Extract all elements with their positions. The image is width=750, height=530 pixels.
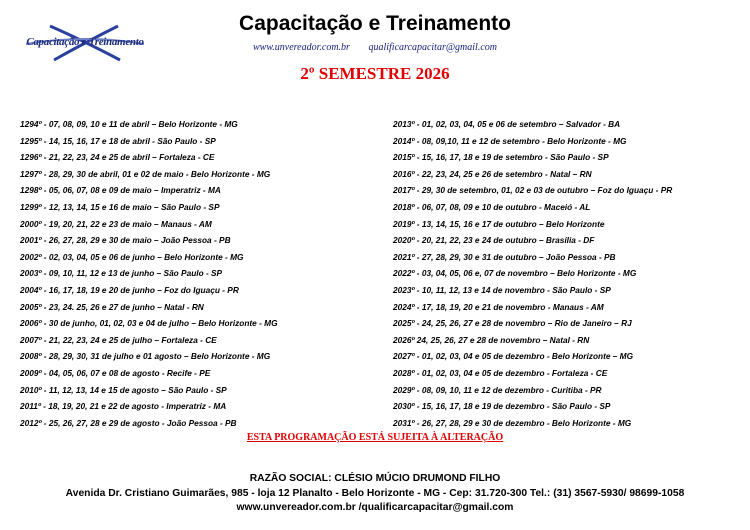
schedule-item: 2005º - 23, 24. 25, 26 e 27 de junho – Natal - RN (20, 301, 204, 312)
schedule-item: 2002º - 02, 03, 04, 05 e 06 de junho – Belo Horizonte - MG (20, 251, 244, 262)
schedule-item: 2001º - 26, 27, 28, 29 e 30 de maio – João Pessoa - PB (20, 235, 231, 246)
schedule-item: 2019º - 13, 14, 15, 16 e 17 de outubro – Belo Horizonte (393, 218, 605, 229)
schedule-item: 2021º - 27, 28, 29, 30 e 31 de outubro – João Pessoa - PB (393, 251, 616, 262)
schedule-item: 2016º - 22, 23, 24, 25 e 26 de setembro - Natal – RN (393, 168, 592, 179)
schedule-item: 2012º - 25, 26, 27, 28 e 29 de agosto - João Pessoa - PB (20, 417, 237, 428)
schedule-item: 2025º - 24, 25, 26, 27 e 28 de novembro – Rio de Janeiro – RJ (393, 318, 632, 329)
schedule-item: 2028º - 01, 02, 03, 04 e 05 de dezembro - Fortaleza - CE (393, 367, 608, 378)
header-email-link[interactable]: qualificarcapacitar@gmail.com (368, 42, 497, 53)
schedule-item: 2030º - 15, 16, 17, 18 e 19 de dezembro - São Paulo - SP (393, 401, 611, 412)
schedule-item: 2011º - 18, 19, 20, 21 e 22 de agosto - Imperatriz - MA (20, 401, 227, 412)
schedule-item: 2014º - 08, 09,10, 11 e 12 de setembro - Belo Horizonte - MG (393, 135, 627, 146)
footer-company-name: RAZÃO SOCIAL: CLÉSIO MÚCIO DRUMOND FILHO (249, 473, 501, 484)
schedule-item: 2031º - 26, 27, 28, 29 e 30 de dezembro - Belo Horizonte - MG (393, 417, 632, 428)
logo-text: Capacitação e Treinamento (26, 36, 144, 48)
schedule-item: 2022º - 03, 04, 05, 06 e, 07 de novembro – Belo Horizonte - MG (393, 268, 637, 279)
schedule-item: 2020º - 20, 21, 22, 23 e 24 de outubro – Brasília - DF (393, 235, 595, 246)
schedule-item: 1295º - 14, 15, 16, 17 e 18 de abril - São Paulo - SP (20, 135, 216, 146)
company-logo (20, 22, 150, 64)
schedule-item: 2007º - 21, 22, 23, 24 e 25 de julho – Fortaleza - CE (20, 334, 217, 345)
header-website-link[interactable]: www.unvereador.com.br (253, 42, 350, 53)
schedule-item: 2018º - 06, 07, 08, 09 e 10 de outubro - Maceió - AL (393, 201, 591, 212)
schedule-item: 2023º - 10, 11, 12, 13 e 14 de novembro - São Paulo - SP (393, 284, 611, 295)
schedule-item: 1297º - 28, 29, 30 de abril, 01 e 02 de maio - Belo Horizonte - MG (20, 168, 271, 179)
schedule-item: 2006º - 30 de junho, 01, 02, 03 e 04 de julho – Belo Horizonte - MG (20, 318, 278, 329)
schedule-item: 2013º - 01, 02, 03, 04, 05 e 06 de setembro – Salvador - BA (393, 119, 621, 129)
schedule-left-column (20, 116, 278, 431)
schedule-item: 2004º - 16, 17, 18, 19 e 20 de junho – Foz do Iguaçu - PR (20, 284, 239, 295)
page-title: Capacitação e Treinamento (239, 12, 511, 35)
schedule-change-notice: ESTA PROGRAMAÇÃO ESTÁ SUJEITA À ALTERAÇÃO (246, 432, 504, 443)
schedule-item: 2029º - 08, 09, 10, 11 e 12 de dezembro - Curitiba - PR (393, 384, 602, 395)
schedule-item: 2024º - 17, 18, 19, 20 e 21 de novembro - Manaus - AM (393, 301, 604, 312)
schedule-item: 1296º - 21, 22, 23, 24 e 25 de abril – Fortaleza - CE (20, 152, 215, 163)
schedule-item: 2015º - 15, 16, 17, 18 e 19 de setembro - São Paulo - SP (393, 152, 609, 163)
schedule-item: 1298º - 05, 06, 07, 08 e 09 de maio – Imperatriz - MA (20, 185, 221, 196)
schedule-item: 2000º - 19, 20, 21, 22 e 23 de maio – Manaus - AM (20, 218, 212, 229)
schedule-item: 2008º - 28, 29, 30, 31 de julho e 01 agosto – Belo Horizonte - MG (20, 351, 271, 362)
semester-heading: 2º SEMESTRE 2026 (300, 64, 450, 83)
schedule-item: 1299º - 12, 13, 14, 15 e 16 de maio – São Paulo - SP (20, 201, 220, 212)
schedule-item: 2003º - 09, 10, 11, 12 e 13 de junho – São Paulo - SP (20, 268, 223, 279)
schedule-right-column (393, 116, 672, 431)
schedule-item: 2027º - 01, 02, 03, 04 e 05 de dezembro - Belo Horizonte – MG (393, 351, 634, 362)
schedule-item: 2010º - 11, 12, 13, 14 e 15 de agosto – São Paulo - SP (20, 384, 227, 395)
schedule-item: 2017º - 29, 30 de setembro, 01, 02 e 03 de outubro – Foz do Iguaçu - PR (393, 185, 673, 196)
schedule-item: 2026º 24, 25, 26, 27 e 28 de novembro – Natal - RN (393, 334, 590, 345)
header-contacts (200, 42, 550, 53)
schedule-item: 1294º - 07, 08, 09, 10 e 11 de abril – Belo Horizonte - MG (20, 119, 238, 129)
footer-address: Avenida Dr. Cristiano Guimarães, 985 - loja 12 Planalto - Belo Horizonte - MG - Cep: 31.720-300 Tel.: (31) 3567-5930/ 98699-1058 (65, 488, 685, 499)
footer-links[interactable]: www.unvereador.com.br /qualificarcapacitar@gmail.com (236, 502, 514, 513)
schedule-item: 2009º - 04, 05, 06, 07 e 08 de agosto - Recife - PE (20, 367, 211, 378)
